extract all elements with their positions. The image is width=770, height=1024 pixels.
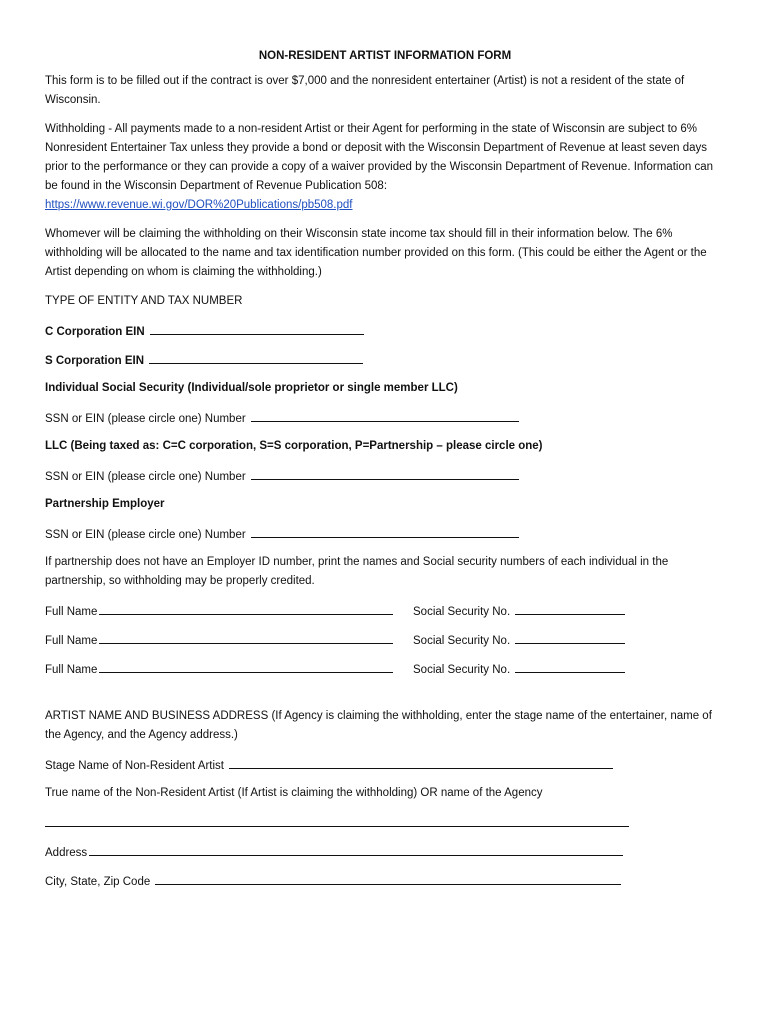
- full-name-field[interactable]: [99, 659, 393, 673]
- c-corp-row: [45, 321, 725, 340]
- ssn-field[interactable]: [515, 659, 625, 673]
- partnership-ssn-row: [45, 524, 725, 543]
- ssn-col: [413, 659, 625, 680]
- true-name-row: [45, 813, 725, 832]
- withholding-paragraph: [45, 120, 725, 215]
- form-title: NON-RESIDENT ARTIST INFORMATION FORM: [258, 50, 512, 62]
- ssn-field[interactable]: [515, 601, 625, 615]
- ssn-label: Social Security No.: [413, 635, 511, 647]
- form-page: [45, 50, 725, 900]
- artist-heading: ARTIST NAME AND BUSINESS ADDRESS (If Agency is claiming the withholding, enter the stage name of the entertainer, name of the Agency, and the Agency address.): [45, 710, 712, 741]
- llc-ssn-row: [45, 466, 725, 485]
- llc-heading: LLC (Being taxed as: C=C corporation, S=S corporation, P=Partnership – please circle one): [45, 440, 543, 452]
- ssn-ein-label: SSN or EIN (please circle one) Number: [45, 529, 246, 541]
- ssn-label: Social Security No.: [413, 606, 511, 618]
- partner-row-1: [45, 601, 725, 620]
- partner-row-3: [45, 659, 725, 678]
- individual-heading: Individual Social Security (Individual/sole proprietor or single member LLC): [45, 382, 458, 394]
- llc-number-field[interactable]: [251, 466, 519, 480]
- partnership-note: If partnership does not have an Employer ID number, print the names and Social security numbers of each individual in the partnership, so withholding may be properly credited.: [45, 556, 669, 587]
- s-corp-row: [45, 350, 725, 369]
- entity-heading: TYPE OF ENTITY AND TAX NUMBER: [45, 295, 243, 307]
- ssn-ein-label: SSN or EIN (please circle one) Number: [45, 471, 246, 483]
- ssn-col: [413, 630, 625, 651]
- stage-name-label: Stage Name of Non-Resident Artist: [45, 760, 224, 772]
- intro-paragraph: This form is to be filled out if the contract is over $7,000 and the nonresident entertainer (Artist) is not a resident of the state of Wisconsin.: [45, 75, 685, 106]
- stage-name-row: [45, 755, 725, 774]
- stage-name-field[interactable]: [229, 755, 613, 769]
- ssn-label: Social Security No.: [413, 664, 511, 676]
- c-corp-ein-field[interactable]: [150, 321, 364, 335]
- partnership-heading: Partnership Employer: [45, 498, 165, 510]
- ssn-field[interactable]: [515, 630, 625, 644]
- s-corp-label: S Corporation EIN: [45, 355, 145, 367]
- city-state-zip-field[interactable]: [155, 871, 621, 885]
- true-name-field[interactable]: [45, 813, 629, 827]
- address-row: [45, 842, 725, 861]
- full-name-label: Full Name: [45, 606, 98, 618]
- ssn-ein-label: SSN or EIN (please circle one) Number: [45, 413, 246, 425]
- c-corp-label: C Corporation EIN: [45, 326, 145, 338]
- full-name-label: Full Name: [45, 635, 98, 647]
- ssn-col: [413, 601, 625, 622]
- partnership-number-field[interactable]: [251, 524, 519, 538]
- partner-row-2: [45, 630, 725, 649]
- address-field[interactable]: [89, 842, 623, 856]
- city-label: City, State, Zip Code: [45, 876, 151, 888]
- spacer: [45, 688, 725, 707]
- full-name-field[interactable]: [99, 601, 393, 615]
- s-corp-ein-field[interactable]: [149, 350, 363, 364]
- individual-ssn-row: [45, 408, 725, 427]
- full-name-label: Full Name: [45, 664, 98, 676]
- withholding-text: Withholding - All payments made to a non-resident Artist or their Agent for performing in the state of Wisconsin are subject to 6% Nonresident Entertainer Tax unless they provide a bond or deposit with the Wisconsin Department of Revenue at least seven days prior to the performance or they can provide a copy of a waiver provided by the Wisconsin Department of Revenue. Information can be found in the Wisconsin Department of Revenue Publication 508:: [45, 123, 713, 192]
- publication-link[interactable]: https://www.revenue.wi.gov/DOR%20Publications/pb508.pdf: [45, 199, 353, 211]
- full-name-field[interactable]: [99, 630, 393, 644]
- true-name-label: True name of the Non-Resident Artist (If Artist is claiming the withholding) OR name of the Agency: [45, 787, 543, 799]
- address-label: Address: [45, 847, 88, 859]
- claim-paragraph: Whomever will be claiming the withholding on their Wisconsin state income tax should fill in their information below. The 6% withholding will be allocated to the name and tax identification number provided on this form. (This could be either the Agent or the Artist depending on whom is claiming the withholding.): [45, 228, 707, 278]
- city-row: [45, 871, 725, 890]
- individual-number-field[interactable]: [251, 408, 519, 422]
